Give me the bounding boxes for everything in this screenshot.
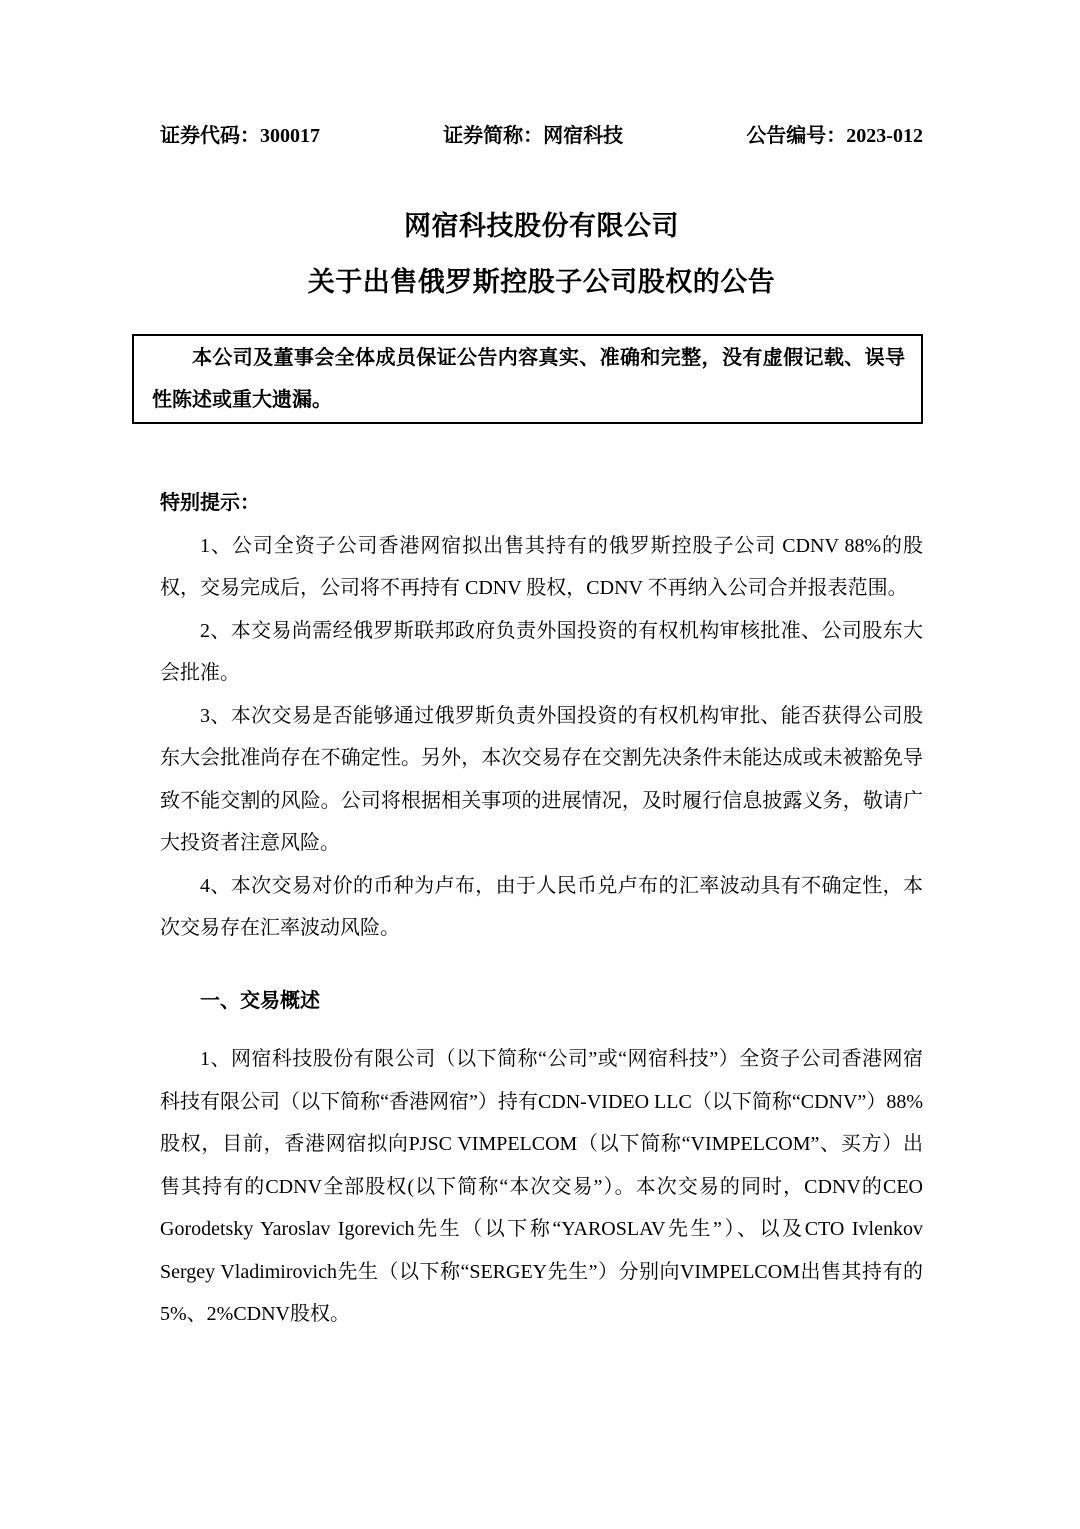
declaration-text: 本公司及董事会全体成员保证公告内容真实、准确和完整，没有虚假记载、误导性陈述或重大遗漏。 xyxy=(152,347,905,411)
special-notice-item-4: 4、本次交易对价的币种为卢布，由于人民币兑卢布的汇率波动具有不确定性，本次交易存在汇率波动风险。 xyxy=(160,874,923,939)
stock-code-label: 证券代码：300017 xyxy=(160,125,320,147)
company-name-title: 网宿科技股份有限公司 xyxy=(404,211,679,241)
section-1-paragraph-1: 1、网宿科技股份有限公司（以下简称“公司”或“网宿科技”）全资子公司香港网宿科技有限公司（以下简称“香港网宿”）持有CDN-VIDEO LLC（以下简称“CDNV”）88%股权，目前，香港网宿拟向PJSC VIMPELCOM（以下简称“VIMPELCOM”、买方）出售其持有的CDNV全部股权(以下简称“本次交易”）。本次交易的同时，CDNV的CEO Gorodetsky Yaroslav Igorevich先生（以下称“YAROSLAV先生”）、以及CTO Ivlenkov Sergey Vladimirovich先生（以下称“SERGEY先生”）分别向VIMPELCOM出售其持有的5%、2%CDNV股权。 xyxy=(160,1048,923,1325)
document-header xyxy=(160,122,923,150)
special-notice-item-3: 3、本次交易是否能够通过俄罗斯负责外国投资的有权机构审批、能否获得公司股东大会批准尚存在不确定性。另外，本次交易存在交割先决条件未能达成或未被豁免导致不能交割的风险。公司将根据相关事项的进展情况，及时履行信息披露义务，敬请广大投资者注意风险。 xyxy=(160,704,923,854)
announcement-number-label: 公告编号：2023-012 xyxy=(746,125,923,147)
special-notice-heading: 特别提示： xyxy=(160,492,260,514)
section-1-heading: 一、交易概述 xyxy=(200,989,320,1012)
declaration-box xyxy=(132,334,923,424)
special-notice-item-1: 1、公司全资子公司香港网宿拟出售其持有的俄罗斯控股子公司 CDNV 88%的股权，交易完成后，公司将不再持有 CDNV 股权，CDNV 不再纳入公司合并报表范围。 xyxy=(160,534,923,599)
announcement-title: 关于出售俄罗斯控股子公司股权的公告 xyxy=(307,267,776,297)
stock-name-label: 证券简称：网宿科技 xyxy=(443,125,624,147)
special-notice-item-2: 2、本交易尚需经俄罗斯联邦政府负责外国投资的有权机构审核批准、公司股东大会批准。 xyxy=(160,619,923,684)
